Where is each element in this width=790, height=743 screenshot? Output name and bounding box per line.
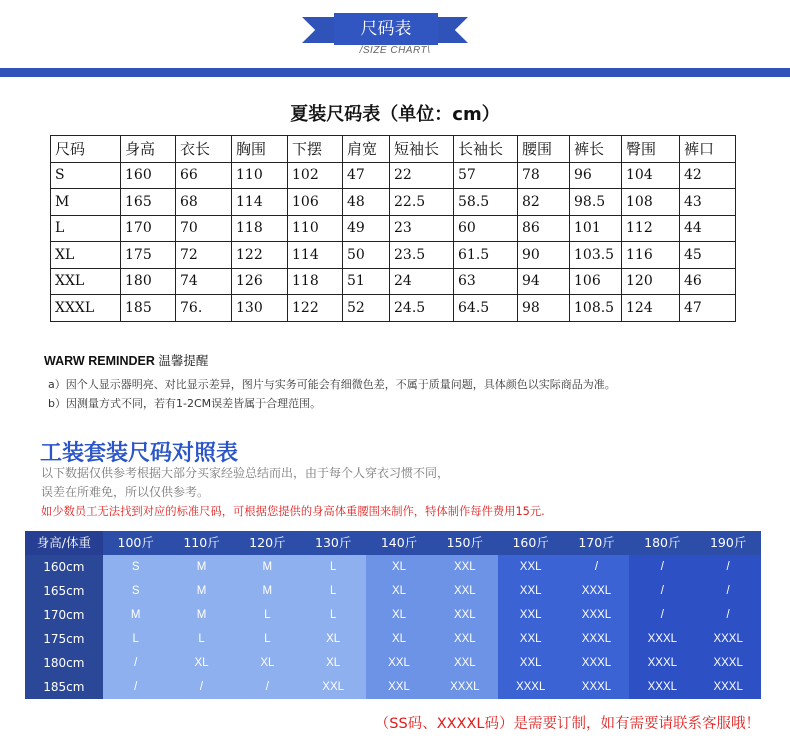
summer-table-cell: 52 (343, 295, 390, 322)
grid-size-cell: XXL (366, 651, 432, 675)
grid-height-label: 185cm (25, 675, 103, 699)
summer-table-header-cell: 衣长 (176, 136, 232, 163)
grid-height-label: 180cm (25, 651, 103, 675)
grid-size-cell: M (234, 555, 300, 579)
summer-size-table (50, 135, 736, 322)
header-subtitle: /SIZE CHART\ (359, 45, 431, 56)
summer-table-cell: 116 (622, 242, 680, 269)
grid-size-cell: / (695, 579, 761, 603)
summer-table-cell: 108.5 (570, 295, 622, 322)
grid-size-cell: L (300, 603, 366, 627)
summer-table-cell: 108 (622, 189, 680, 216)
grid-size-cell: XL (234, 651, 300, 675)
grid-size-cell: L (234, 627, 300, 651)
summer-table-cell: 58.5 (454, 189, 518, 216)
summer-table-cell: L (51, 215, 121, 242)
summer-table-header-cell: 身高 (121, 136, 176, 163)
grid-row (25, 651, 761, 675)
workwear-custom-note: 如少数员工无法找到对应的标准尺码，可根据您提供的身高体重腰围来制作，特体制作每件费用15元. (41, 505, 545, 518)
summer-table-cell: 101 (570, 215, 622, 242)
summer-table-cell: 124 (622, 295, 680, 322)
grid-size-cell: / (169, 675, 235, 699)
grid-size-cell: XXXL (629, 651, 695, 675)
grid-size-cell: XXL (432, 603, 498, 627)
grid-size-cell: XL (366, 627, 432, 651)
summer-table-header-cell: 肩宽 (343, 136, 390, 163)
grid-size-cell: XXXL (564, 627, 630, 651)
grid-size-cell: XXL (432, 579, 498, 603)
grid-size-cell: / (234, 675, 300, 699)
grid-size-cell: XXXL (498, 675, 564, 699)
summer-table-cell: 185 (121, 295, 176, 322)
reminder-line-a: a）因个人显示器明亮、对比显示差异，图片与实务可能会有细微色差，不属于质量问题，具体颜色以实际商品为准。 (48, 378, 616, 391)
grid-size-cell: XXL (432, 627, 498, 651)
grid-size-cell: / (103, 651, 169, 675)
reminder-title (44, 351, 208, 369)
grid-size-cell: XXXL (564, 651, 630, 675)
summer-table-cell: 104 (622, 162, 680, 189)
summer-table-cell: 126 (232, 268, 288, 295)
reminder-title-en: WARW REMINDER (44, 354, 155, 368)
grid-size-cell: XXXL (432, 675, 498, 699)
summer-table-row (51, 242, 736, 269)
grid-size-cell: S (103, 579, 169, 603)
grid-size-cell: L (300, 555, 366, 579)
grid-row (25, 555, 761, 579)
grid-weight-header: 170斤 (564, 531, 630, 555)
grid-body (25, 555, 761, 699)
summer-table-cell: 60 (454, 215, 518, 242)
grid-weight-header: 120斤 (234, 531, 300, 555)
summer-table-cell: 24.5 (390, 295, 454, 322)
workwear-size-grid (25, 531, 761, 699)
grid-corner: 身高/体重 (25, 531, 103, 555)
grid-size-cell: XXXL (564, 675, 630, 699)
summer-table-cell: 49 (343, 215, 390, 242)
summer-table-cell: 175 (121, 242, 176, 269)
summer-table-cell: 22.5 (390, 189, 454, 216)
summer-table-row (51, 215, 736, 242)
summer-table-cell: 112 (622, 215, 680, 242)
summer-table-cell: 98 (518, 295, 570, 322)
summer-table-cell: 114 (232, 189, 288, 216)
summer-table-cell: 102 (288, 162, 343, 189)
grid-size-cell: M (169, 555, 235, 579)
grid-weight-header: 100斤 (103, 531, 169, 555)
grid-size-cell: XXL (498, 579, 564, 603)
grid-size-cell: XXL (498, 603, 564, 627)
summer-table-cell: M (51, 189, 121, 216)
grid-weight-header: 160斤 (498, 531, 564, 555)
grid-height-label: 175cm (25, 627, 103, 651)
grid-size-cell: XXXL (695, 675, 761, 699)
grid-size-cell: XXXL (629, 627, 695, 651)
summer-table-cell: 23.5 (390, 242, 454, 269)
summer-table-cell: 96 (570, 162, 622, 189)
custom-size-footer-note: （SS码、XXXXL码）是需要订制，如有需要请联系客服哦！ (374, 716, 760, 732)
summer-table-cell: 50 (343, 242, 390, 269)
grid-size-cell: XL (300, 651, 366, 675)
summer-table-cell: 160 (121, 162, 176, 189)
grid-height-label: 160cm (25, 555, 103, 579)
grid-weight-header: 180斤 (629, 531, 695, 555)
summer-table-header-row (51, 136, 736, 163)
summer-table-cell: 72 (176, 242, 232, 269)
summer-table-cell: 47 (680, 295, 736, 322)
header-title: 尺码表 (334, 13, 438, 45)
summer-table-cell: 86 (518, 215, 570, 242)
workwear-desc-1: 以下数据仅供参考根据大部分买家经验总结而出，由于每个人穿衣习惯不同， (41, 466, 450, 480)
summer-table-cell: 22 (390, 162, 454, 189)
grid-weight-header: 190斤 (695, 531, 761, 555)
grid-size-cell: / (103, 675, 169, 699)
grid-size-cell: M (103, 603, 169, 627)
summer-table-cell: S (51, 162, 121, 189)
grid-row (25, 603, 761, 627)
summer-table-cell: 66 (176, 162, 232, 189)
summer-table-cell: 74 (176, 268, 232, 295)
summer-table-cell: 98.5 (570, 189, 622, 216)
grid-height-label: 165cm (25, 579, 103, 603)
summer-table-cell: 48 (343, 189, 390, 216)
summer-table-header-cell: 长袖长 (454, 136, 518, 163)
summer-table-cell: 51 (343, 268, 390, 295)
reminder-title-cn: 温馨提醒 (158, 353, 209, 368)
summer-table-cell: 122 (232, 242, 288, 269)
summer-table-cell: 170 (121, 215, 176, 242)
workwear-desc-2: 误差在所难免，所以仅供参考。 (41, 485, 210, 499)
grid-weight-header: 150斤 (432, 531, 498, 555)
summer-table-cell: 45 (680, 242, 736, 269)
grid-size-cell: XL (169, 651, 235, 675)
grid-weight-header: 140斤 (366, 531, 432, 555)
summer-table-cell: 180 (121, 268, 176, 295)
grid-size-cell: / (695, 555, 761, 579)
summer-table-cell: 23 (390, 215, 454, 242)
grid-size-cell: M (169, 603, 235, 627)
summer-table-cell: 103.5 (570, 242, 622, 269)
grid-header-row (25, 531, 761, 555)
summer-table-cell: 114 (288, 242, 343, 269)
summer-table-cell: 43 (680, 189, 736, 216)
grid-size-cell: XXL (432, 651, 498, 675)
grid-row (25, 675, 761, 699)
grid-size-cell: XXL (432, 555, 498, 579)
summer-table-row (51, 162, 736, 189)
grid-size-cell: XXXL (564, 603, 630, 627)
grid-size-cell: L (234, 603, 300, 627)
summer-table-cell: XL (51, 242, 121, 269)
summer-table-header-cell: 臀围 (622, 136, 680, 163)
summer-table-cell: 44 (680, 215, 736, 242)
summer-table-cell: 165 (121, 189, 176, 216)
summer-table-row (51, 268, 736, 295)
grid-row (25, 627, 761, 651)
grid-size-cell: L (103, 627, 169, 651)
summer-table-header-cell: 下摆 (288, 136, 343, 163)
grid-size-cell: / (564, 555, 630, 579)
reminder-line-b: b）因测量方式不同，若有1-2CM误差皆属于合理范围。 (48, 397, 322, 410)
summer-table-cell: 82 (518, 189, 570, 216)
grid-size-cell: XXL (498, 627, 564, 651)
workwear-title: 工装套装尺码对照表 (40, 441, 239, 466)
grid-size-cell: XXXL (695, 651, 761, 675)
grid-size-cell: XXXL (629, 675, 695, 699)
grid-size-cell: XXL (300, 675, 366, 699)
grid-height-label: 170cm (25, 603, 103, 627)
summer-table-cell: 47 (343, 162, 390, 189)
summer-table-cell: 118 (288, 268, 343, 295)
summer-table-row (51, 189, 736, 216)
summer-table-cell: 122 (288, 295, 343, 322)
grid-size-cell: XL (366, 603, 432, 627)
grid-size-cell: L (169, 627, 235, 651)
grid-size-cell: XXXL (695, 627, 761, 651)
summer-table-cell: 94 (518, 268, 570, 295)
summer-table-header-cell: 裤口 (680, 136, 736, 163)
grid-size-cell: M (169, 579, 235, 603)
summer-table-header-cell: 胸围 (232, 136, 288, 163)
summer-table-cell: 110 (232, 162, 288, 189)
grid-size-cell: S (103, 555, 169, 579)
summer-table-header-cell: 短袖长 (390, 136, 454, 163)
summer-table-cell: XXL (51, 268, 121, 295)
summer-table-cell: 106 (570, 268, 622, 295)
grid-size-cell: / (629, 555, 695, 579)
grid-size-cell: / (629, 579, 695, 603)
summer-table-header-cell: 腰围 (518, 136, 570, 163)
grid-size-cell: XXL (498, 651, 564, 675)
grid-size-cell: XXL (498, 555, 564, 579)
summer-table-header-cell: 裤长 (570, 136, 622, 163)
summer-table-cell: 78 (518, 162, 570, 189)
summer-table-cell: 46 (680, 268, 736, 295)
grid-weight-header: 110斤 (169, 531, 235, 555)
summer-table-cell: XXXL (51, 295, 121, 322)
summer-table-row (51, 295, 736, 322)
summer-table-cell: 130 (232, 295, 288, 322)
summer-table-cell: 42 (680, 162, 736, 189)
summer-table-cell: 110 (288, 215, 343, 242)
summer-table-cell: 63 (454, 268, 518, 295)
summer-table-cell: 57 (454, 162, 518, 189)
summer-table-header-cell: 尺码 (51, 136, 121, 163)
summer-table-cell: 70 (176, 215, 232, 242)
grid-row (25, 579, 761, 603)
summer-table-cell: 24 (390, 268, 454, 295)
grid-size-cell: L (300, 579, 366, 603)
grid-size-cell: M (234, 579, 300, 603)
summer-table-cell: 120 (622, 268, 680, 295)
summer-table-title: 夏装尺码表（单位：cm） (290, 104, 500, 125)
grid-weight-header: 130斤 (300, 531, 366, 555)
grid-size-cell: XXL (366, 675, 432, 699)
summer-table-cell: 76. (176, 295, 232, 322)
header-divider (0, 68, 790, 77)
summer-table-cell: 68 (176, 189, 232, 216)
grid-size-cell: / (695, 603, 761, 627)
summer-table-cell: 106 (288, 189, 343, 216)
summer-table-cell: 118 (232, 215, 288, 242)
grid-size-cell: XL (300, 627, 366, 651)
summer-table-cell: 90 (518, 242, 570, 269)
summer-table-cell: 64.5 (454, 295, 518, 322)
grid-size-cell: / (629, 603, 695, 627)
grid-size-cell: XL (366, 579, 432, 603)
grid-size-cell: XXXL (564, 579, 630, 603)
grid-size-cell: XL (366, 555, 432, 579)
summer-table-cell: 61.5 (454, 242, 518, 269)
